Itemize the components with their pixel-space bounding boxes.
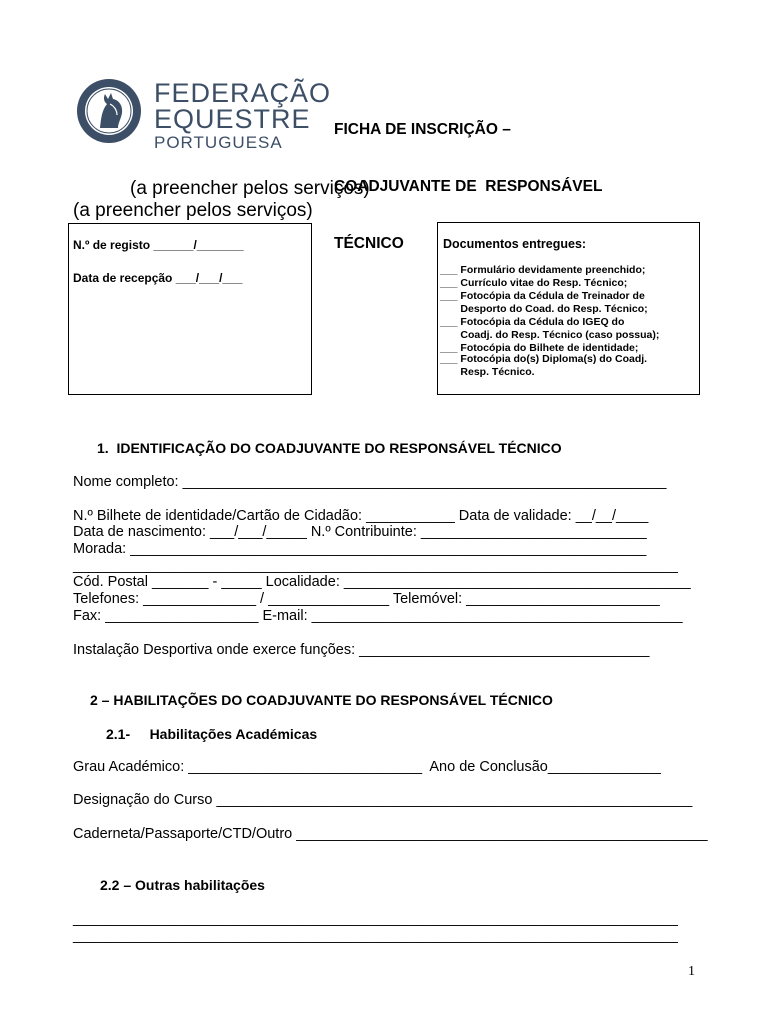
section-1-title: 1. IDENTIFICAÇÃO DO COADJUVANTE DO RESPONSÁVEL TÉCNICO: [97, 440, 562, 456]
document-item[interactable]: ___ Fotocópia da Cédula do IGEQ do: [440, 316, 625, 328]
address-line-2-field[interactable]: ___________________________________________________________________________: [73, 558, 678, 574]
services-heading-1: (a preencher pelos serviços): [130, 178, 370, 199]
phones-field[interactable]: Telefones: ______________ / _______________ Telemóvel: ________________________: [73, 591, 660, 607]
subsection-2-1-title: 2.1- Habilitações Académicas: [106, 726, 318, 742]
academic-degree-field[interactable]: Grau Académico: _____________________________ Ano de Conclusão______________: [73, 759, 661, 775]
document-item[interactable]: ___ Formulário devidamente preenchido;: [440, 264, 646, 276]
document-item[interactable]: ___ Fotocópia do Bilhete de identidade;: [440, 342, 639, 354]
document-item[interactable]: ___ Currículo vitae do Resp. Técnico;: [440, 277, 628, 289]
registry-number-field[interactable]: N.º de registo ______/_______: [73, 238, 244, 252]
title-line-2: COADJUVANTE DE RESPONSÁVEL: [334, 178, 603, 195]
document-item-continuation: Desporto do Coad. do Resp. Técnico;: [440, 303, 648, 315]
birth-date-field[interactable]: Data de nascimento: ___/___/_____ N.º Contribuinte: ____________________________: [73, 524, 647, 540]
document-item[interactable]: ___ Fotocópia do(s) Diploma(s) do Coadj.: [440, 353, 648, 365]
document-item[interactable]: ___ Fotocópia da Cédula de Treinador de: [440, 290, 645, 302]
page-number: 1: [688, 964, 695, 979]
other-qualifications-line-1[interactable]: ___________________________________________________________________________: [73, 911, 678, 927]
document-item-continuation: Resp. Técnico.: [440, 366, 535, 378]
documents-heading: Documentos entregues:: [443, 237, 587, 251]
id-card-field[interactable]: N.º Bilhete de identidade/Cartão de Cidadão: ___________ Data de validade: __/__/____: [73, 508, 649, 524]
document-item-continuation: Coadj. do Resp. Técnico (caso possua);: [440, 329, 660, 341]
logo-line-3: PORTUGUESA: [154, 133, 283, 152]
section-2-title: 2 – HABILITAÇÕES DO COADJUVANTE DO RESPONSÁVEL TÉCNICO: [90, 692, 553, 708]
subsection-2-2-title: 2.2 – Outras habilitações: [100, 877, 265, 893]
services-heading-2: (a preencher pelos serviços): [73, 200, 313, 221]
address-field[interactable]: Morada: ________________________________________________________________: [73, 541, 647, 557]
title-line-3: TÉCNICO: [334, 235, 404, 252]
course-name-field[interactable]: Designação do Curso ___________________________________________________________: [73, 792, 693, 808]
title-line-1: FICHA DE INSCRIÇÃO –: [334, 121, 511, 138]
postal-code-field[interactable]: Cód. Postal _______ - _____ Localidade: ___________________________________________: [73, 574, 691, 590]
federation-logo: [74, 76, 332, 156]
logo-line-2: EQUESTRE: [154, 104, 311, 134]
passport-field[interactable]: Caderneta/Passaporte/CTD/Outro ___________________________________________________: [73, 826, 708, 842]
reception-date-field[interactable]: Data de recepção ___/___/___: [73, 271, 243, 285]
sports-facility-field[interactable]: Instalação Desportiva onde exerce funções: ____________________________________: [73, 642, 650, 658]
full-name-field[interactable]: Nome completo: ____________________________________________________________: [73, 474, 667, 490]
fax-email-field[interactable]: Fax: ___________________ E-mail: ______________________________________________: [73, 608, 683, 624]
logo-line-1: FEDERAÇÃO: [154, 78, 332, 108]
other-qualifications-line-2[interactable]: ___________________________________________________________________________: [73, 928, 678, 944]
horse-seal-icon: [74, 76, 144, 146]
